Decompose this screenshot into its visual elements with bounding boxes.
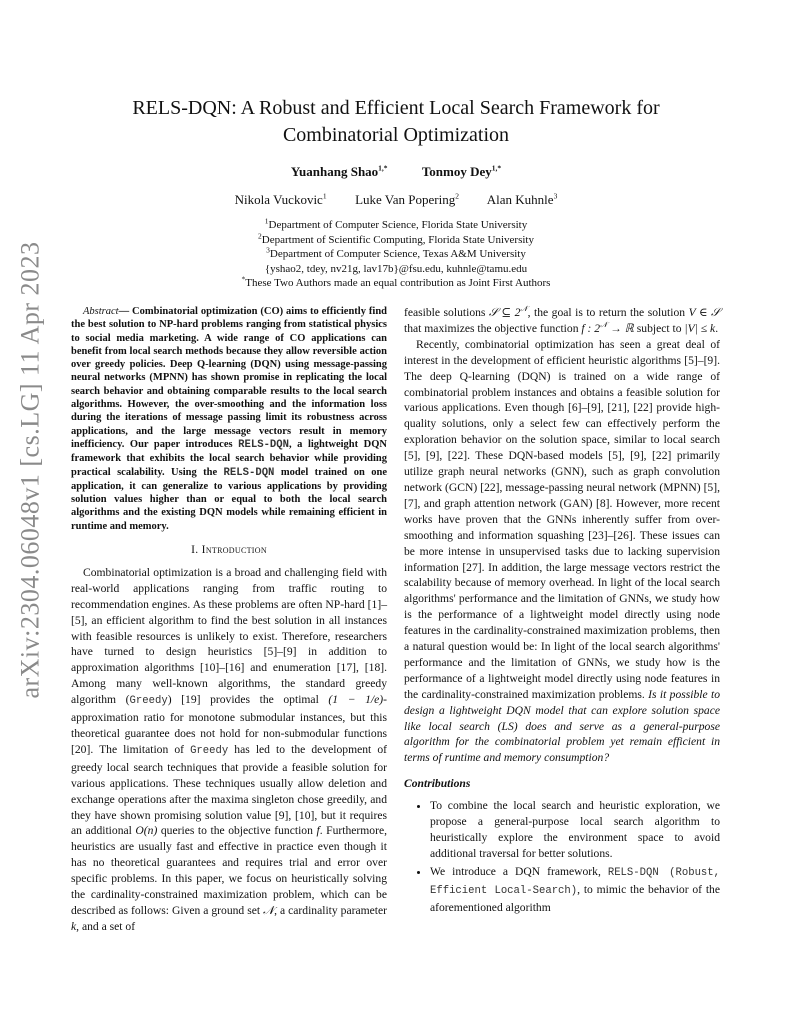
abstract-text: model trained on one application, it can generalize to various applications by providing solution values higher than or equal to both the local search algorithms and the existing DQN models while remaining efficient in runtime and memory. [71,466,387,532]
inline-math: f : 2 [581,321,601,335]
author-name: Luke Van Popering [355,192,456,207]
abstract-text: Combinatorial optimization (CO) aims to efficiently find the best solution to NP-hard problems ranging from statistical physics to social media marketing. A wide range of CO applications can benefit from local search methods because they allow reversible action over greedy policies. Deep Q-learning (DQN) using message-passing neural networks (MPNN) has shown promise in replicating the local search behavior and obtaining comparable results to the local search algorithms. However, the over-smoothing and the information loss during the iterations of message passing limit its robustness across applications, and the large message vectors result in memory inefficiency. Our paper introduces [71,306,387,450]
inline-math: V ∈ 𝒮 [688,306,720,319]
body-text: feasible solutions [404,306,489,319]
research-question: Is it possible to design a lightweight DQN model that can explore solution space like local search (LS) does and serve as a general-purpose algorithm for the combinatorial problem yet remain efficient in terms of runtime and memory consumption? [404,687,721,765]
section-heading-introduction [71,542,387,558]
list-item [430,864,720,916]
intro-paragraph [71,565,387,935]
inline-math: 𝒩 [263,903,275,917]
author-emails: {yshao2, tdey, nv21g, lav17b}@fsu.edu, kuhnle@tamu.edu [264,262,528,275]
affiliation-line [60,218,732,233]
body-text: , to mimic the behavior of the aforementioned algorithm [430,882,720,914]
math-sup: 𝒩 [520,304,528,314]
right-column [404,305,720,918]
body-text: To combine the local search and heuristic exploration, we propose a general-purpose local search algorithm to heuristically explore the environment space to avoid additional traversal for better solutions. [430,799,720,860]
title-line-1: RELS-DQN: A Robust and Efficient Local Search Framework for [132,97,660,119]
abstract-dash: — [118,306,133,317]
abstract [71,305,387,533]
body-text: that maximizes the objective function [404,321,582,335]
section-title: Introduction [201,543,267,557]
body-text: subject to [633,321,685,335]
paper-title [60,95,732,149]
body-text: ) [19] provides the optimal [167,693,329,707]
contributions-list [404,798,720,915]
inline-code: RELS-DQN (Robust, Efficient Local-Search) [430,866,720,897]
abstract-code: RELS-DQN [238,438,289,451]
motivation-paragraph [404,337,720,766]
body-text: We introduce a DQN framework, [430,864,608,878]
affiliation-text: Department of Computer Science, Florida State University [268,219,528,231]
list-item [430,798,720,862]
problem-definition [404,305,720,337]
affiliation-line [60,230,732,248]
arxiv-side-label [13,240,49,700]
body-text: Recently, combinatorial optimization has seen a great deal of interest in the development of efficient heuristic algorithms [5]–[9]. The deep Q-learning (DQN) is trained on a wide range of combinatorial problem instances and obtains a feasible solution for various applications. Even though [6]–[9], [21], [22] provide high-quality solutions, only a select few can effectively perform the exploration behavior on the solution space, similar to local search [5], [9], [22]. These DQN-based models [5], [9], [22] primarily utilize graph neural networks (GNN), such as graph convolution network (GCN) [22], message-passing neural network (MPNN) [5], [7], and graph attention network (GAN) [8]. However, more recent works have proven that the GNNs inherently suffer from over-smoothing and information squashing [23]–[26]. These issues can be more intense in unsupervised tasks due to lacking supervision information [27]. In addition, the large message vectors restrict the scalability because of memory overhead. In light of the local search algorithms' performance and the limitation of GNNs, we study how is the performance of a lightweight model directly using node features in the cardinality-constrained maximization problems, then a natural question would be: In light of the local search algorithms' performance and the limitation of GNNs, we study how is the performance of a lightweight model directly using node features in the cardinality-constrained maximization problems. [404,337,720,701]
abstract-code: RELS-DQN [223,466,275,479]
inline-math: 𝒮 ⊆ 2 [488,306,521,319]
affiliation-sup: 2 [258,230,262,240]
body-text: . [715,321,719,335]
coauthors [60,192,732,208]
affiliation-sup: 1 [264,216,269,226]
first-authors [60,164,732,180]
math-sup: 𝒩 [600,320,608,330]
author-sup: 1 [322,191,327,201]
note-text: These Two Authors made an equal contribution as Joint First Authors [245,277,551,290]
inline-math: → ℝ [607,321,634,335]
body-text: , and a set of [76,919,136,933]
inline-math: (1 − 1/e) [328,693,384,707]
abstract-label: Abstract [83,306,119,317]
arxiv-identifier: arXiv:2304.06048v1 [cs.LG] 11 Apr 2023 [16,241,45,699]
body-text: has led to the development of greedy local search techniques that provide a feasible solution for various applications. These techniques usually allow deletion and exchange operations after the maxima singleton chose greedily, and they have shown promising solution value [9], [10], but it requires an additional [71,742,387,838]
equal-contribution-note [60,276,732,291]
affiliation-text: Department of Computer Science, Texas A&M University [269,248,526,261]
affiliation-line [60,247,732,262]
inline-math: f [316,824,320,838]
inline-code: Greedy [129,695,168,708]
inline-math: k [71,919,77,933]
abstract-text: , a lightweight DQN framework that exhibits the local search behavior while providing practical scalability. Using the [71,438,388,478]
body-text: Combinatorial optimization is a broad and challenging field with real-world applications ranging from traffic routing to recommendation engines. As these problems are often NP-hard [1]–[5], an efficient algorithm to find the best solution in all instances with feasible resources is unlikely to exist. Therefore, researchers have turned to design heuristics [5]–[9] in addition to approximation algorithms [10]–[16] and enumeration [17], [18]. Among many well-known algorithms, the standard greedy algorithm ( [71,565,387,707]
author-name: Tonmoy Dey [421,164,492,179]
author-sup: 1,* [491,163,502,173]
inline-math: |V| ≤ k [684,321,716,335]
body-text: queries to the objective function [157,824,317,838]
body-text: , a cardinality parameter [274,903,388,917]
author-name: Yuanhang Shao [290,164,379,179]
left-column [71,305,387,935]
author-name: Alan Kuhnle [486,192,554,207]
contributions-heading: Contributions [404,777,471,791]
affiliations [60,218,732,291]
author-sup: 2 [455,191,459,201]
note-sup: * [241,274,246,284]
inline-math: O(n) [135,824,158,838]
section-number: I. [191,543,202,557]
body-text: , the goal is to return the solution [527,306,689,319]
author-name: Nikola Vuckovic [234,192,323,207]
author-sup: 1,* [378,163,388,173]
author-sup: 3 [553,191,558,201]
body-text: . Furthermore, heuristics are usually fast and effective in practice even though it has no theoretical guarantees and requires trial and error over specific problems. In this paper, we focus on heuristically solving the cardinality-constrained maximization problem, which can be described as follows: Given a ground set [71,824,387,917]
affiliation-text: Department of Scientific Computing, Florida State University [261,233,534,246]
title-line-2: Combinatorial Optimization [282,124,510,146]
affiliation-sup: 3 [266,245,270,255]
inline-code: Greedy [190,744,229,757]
body-text: -approximation ratio for monotone submodular instances, but this theoretical guarantee does not hold for non-submodular functions [20]. The limitation of [71,693,387,756]
